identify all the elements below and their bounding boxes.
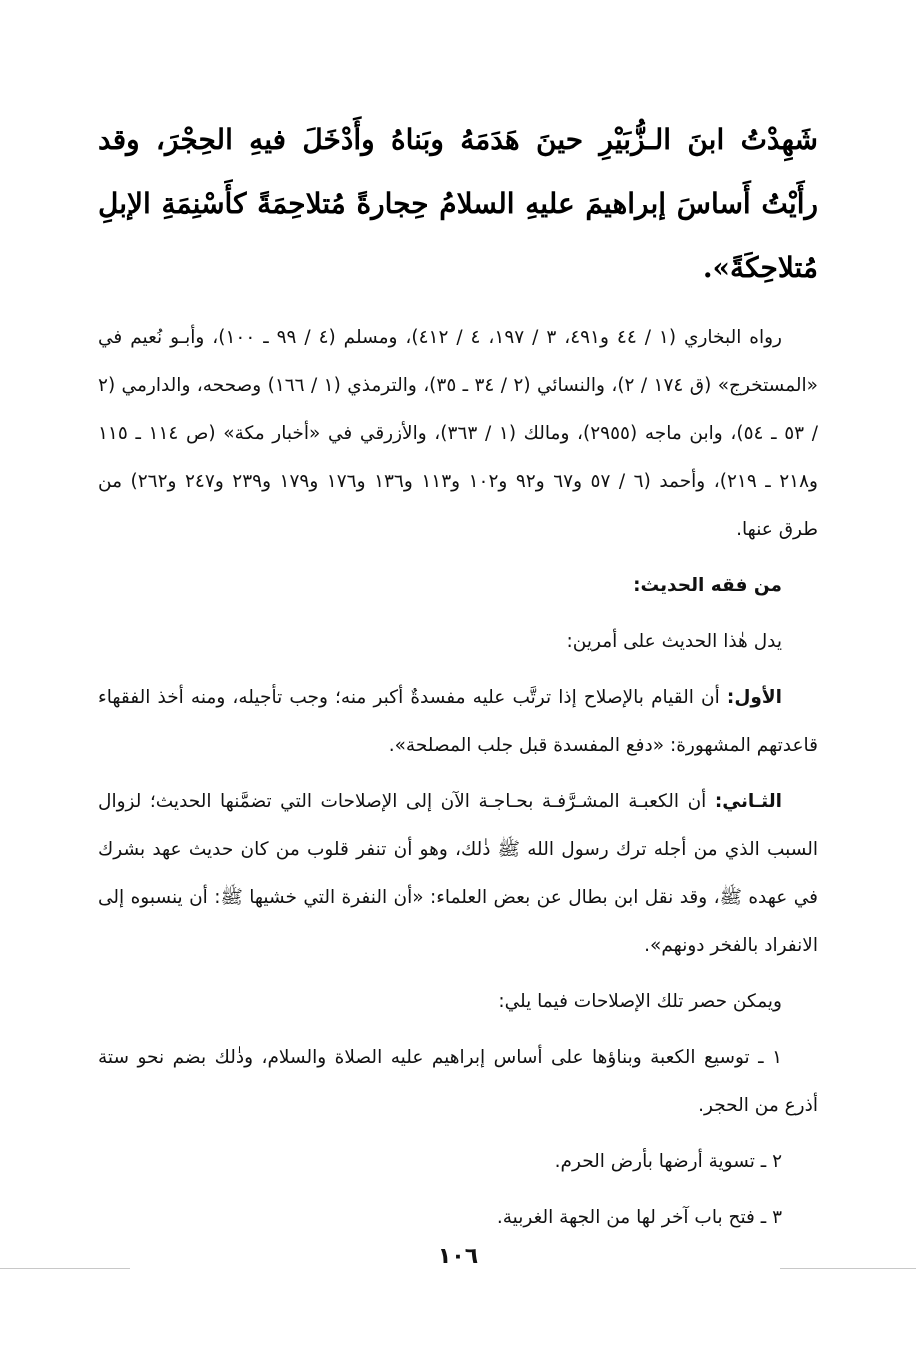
page-content [98, 108, 818, 1250]
second-point-text: أن الكعبـة المشـرَّفـة بحـاجـة الآن إلى الإصلاحات التي تضمَّنها الحديث؛ لزوال السبب الذي من أجله ترك رسول الله ﷺ ذٰلك، وهو أن تنفر قلوب من كان حديث عهد بشرك في عهده ﷺ، وقد نقل ابن بطال عن بعض العلماء: «أن النفرة التي خشيها ﷺ: أن ينسبوه إلى الانفراد بالفخر دونهم». [98, 791, 818, 956]
list-intro: ويمكن حصر تلك الإصلاحات فيما يلي: [498, 991, 782, 1012]
first-point-text: أن القيام بالإصلاح إذا ترتَّب عليه مفسدةٌ أكبر منه؛ وجب تأجيله، ومنه أخذ الفقهاء قاعدتهم المشهورة: «دفع المفسدة قبل جلب المصلحة». [98, 687, 818, 756]
scan-edge-line-right [780, 1268, 916, 1269]
second-point [98, 778, 818, 970]
list-item-3: ٣ ـ فتح باب آخر لها من الجهة الغربية. [496, 1207, 782, 1228]
list-item-1: ١ ـ توسيع الكعبة وبناؤها على أساس إبراهيم عليه الصلاة والسلام، وذٰلك بضم نحو ستة أذرع من الحجر. [98, 1047, 818, 1116]
first-point-label: الأول: [726, 687, 782, 708]
takhrij-paragraph: رواه البخاري (١ / ٤٤ و٤٩١، ٣ / ١٩٧، ٤ / ٤١٢)، ومسلم (٤ / ٩٩ ـ ١٠٠)، وأبـو نُعيم في «المستخرج» (ق ١٧٤ / ٢)، والنسائي (٢ / ٣٤ ـ ٣٥)، والترمذي (١ / ١٦٦) وصححه، والدارمي (٢ / ٥٣ ـ ٥٤)، وابن ماجه (٢٩٥٥)، ومالك (١ / ٣٦٣)، والأزرقي في «أخبار مكة» (ص ١١٤ ـ ١١٥ و٢١٨ ـ ٢١٩)، وأحمد (٦ / ٥٧ و٦٧ و٩٢ و١٠٢ و١١٣ و١٣٦ و١٧٦ و١٧٩ و٢٣٩ و٢٤٧ و٢٦٢) من طرق عنها. [98, 327, 818, 540]
intro-paragraph: يدل هٰذا الحديث على أمرين: [566, 631, 782, 652]
hadith-text: شَهِدْتُ ابنَ الـزُّبَيْرِ حينَ هَدَمَهُ وبَناهُ وأَدْخَلَ فيهِ الحِجْرَ، وقد رأَيْتُ أَساسَ إبراهيمَ عليهِ السلامُ حِجارةً مُتلاحِمَةً كأَسْنِمَةِ الإبلِ مُتلاحِكَةً». [98, 123, 818, 284]
fiqh-heading: من فقه الحديث: [633, 575, 782, 596]
page-number: ١٠٦ [437, 1244, 479, 1269]
list-item-2: ٢ ـ تسوية أرضها بأرض الحرم. [554, 1151, 782, 1172]
first-point [98, 674, 818, 770]
second-point-label: الثـاني: [714, 791, 782, 812]
scan-edge-line-left [0, 1268, 130, 1269]
